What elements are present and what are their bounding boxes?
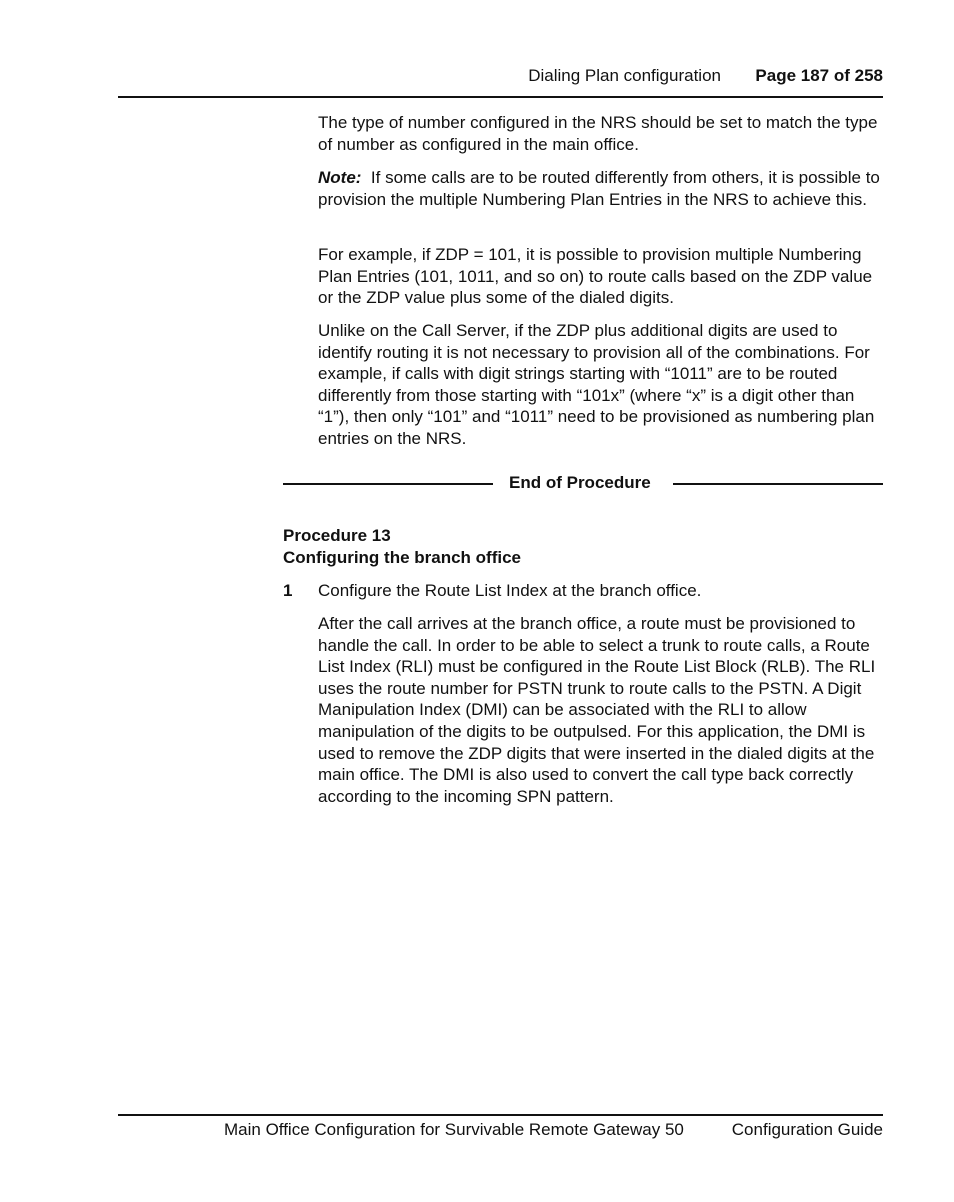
step-detail: After the call arrives at the branch office, a route must be provisioned to handle the call. In order to be able to select a trunk to route calls, a Route List Index (RLI) must be configured in the Route List Block (RLB). The RLI uses the route number for PSTN trunk to route calls to the PSTN. A Digit Manipulation Index (DMI) can be associated with the RLI to allow manipulation of the digits to be outpulsed. For this application, the DMI is used to remove the ZDP digits that were inserted in the dialed digits at the main office. The DMI is also used to convert the call type back correctly according to the incoming SPN pattern. <box>318 614 876 806</box>
page-header <box>118 64 883 98</box>
note-text: If some calls are to be routed differently from others, it is possible to provision the multiple Numbering Plan Entries in the NRS to achieve this. <box>318 168 880 209</box>
step-detail-block <box>318 613 884 807</box>
step-text-block <box>318 580 884 602</box>
note-block <box>318 167 884 210</box>
divider-line-right <box>673 483 883 485</box>
procedure-heading <box>283 525 521 568</box>
page-footer <box>118 1114 883 1146</box>
paragraph-example <box>318 244 884 309</box>
procedure-number: Procedure 13 <box>283 526 391 545</box>
paragraph-text: The type of number configured in the NRS should be set to match the type of number as configured in the main office. <box>318 113 878 154</box>
footer-doc-type: Configuration Guide <box>731 1120 883 1139</box>
procedure-title: Configuring the branch office <box>283 547 521 567</box>
paragraph-text: Unlike on the Call Server, if the ZDP plus additional digits are used to identify routing it is not necessary to provision all of the combinations. For example, if calls with digit strings starting with “1011” are to be routed differently from those starting with “101x” (where “x” is a digit other than “1”), then only “101” and “1011” need to be provisioned as numbering plan entries on the NRS. <box>318 321 875 448</box>
note-paragraph <box>318 167 884 210</box>
section-title: Dialing Plan configuration <box>528 66 721 85</box>
page-number: Page 187 of 258 <box>755 66 883 85</box>
paragraph-text: For example, if ZDP = 101, it is possible to provision multiple Numbering Plan Entries (101, 1011, and so on) to route calls based on the ZDP value or the ZDP value plus some of the dialed digits. <box>318 245 873 308</box>
note-label: Note: <box>318 168 362 187</box>
paragraph-unlike <box>318 320 884 450</box>
divider-line-left <box>283 483 493 485</box>
step-number: 1 <box>283 581 293 600</box>
step-text: Configure the Route List Index at the branch office. <box>318 581 702 600</box>
end-of-procedure-divider <box>283 472 883 496</box>
paragraph-number-type <box>318 112 884 155</box>
end-of-procedure-label: End of Procedure <box>509 473 651 492</box>
footer-doc-title: Main Office Configuration for Survivable Remote Gateway 50 <box>224 1120 684 1139</box>
